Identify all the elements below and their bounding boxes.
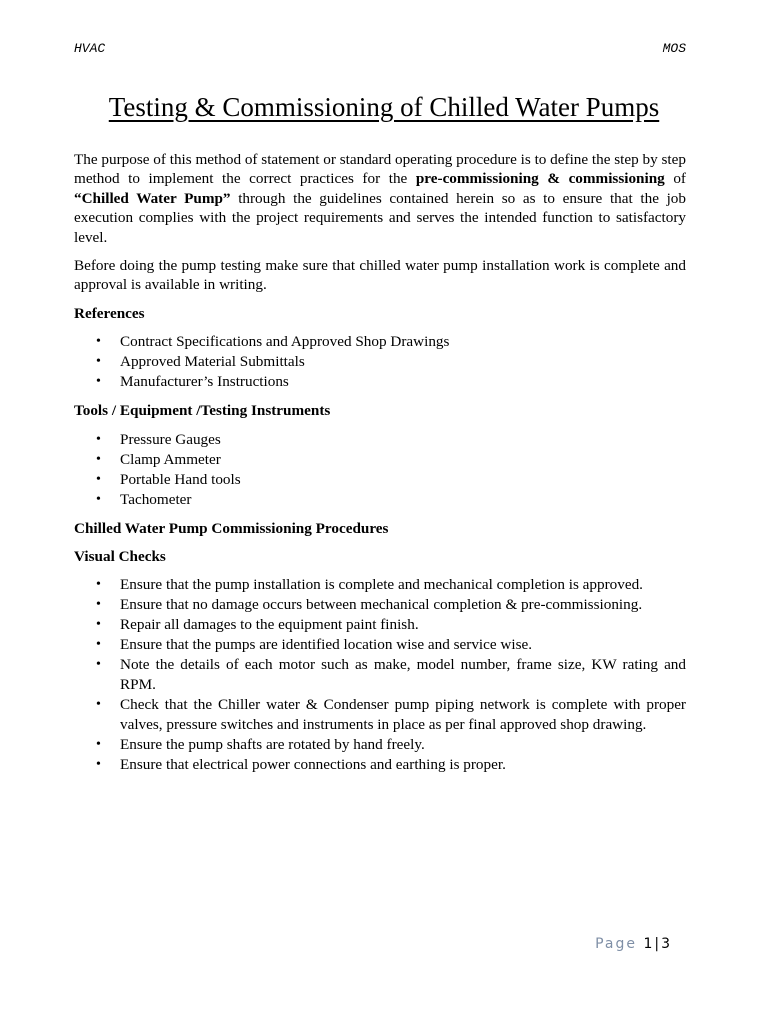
- bullet-icon: •: [96, 334, 101, 350]
- footer-current-page: 1: [643, 936, 653, 952]
- footer-page-label: Page: [595, 936, 637, 952]
- list-item: [74, 615, 686, 635]
- intro-paragraph: [74, 150, 686, 247]
- list-item: [74, 450, 686, 470]
- header-left: HVAC: [74, 41, 106, 56]
- tools-list: [74, 430, 686, 510]
- visual-checks-list: [74, 575, 686, 775]
- list-item: [74, 755, 686, 775]
- list-item-text: Ensure that the pump installation is complete and mechanical completion is approved.: [120, 576, 643, 594]
- bullet-icon: •: [96, 597, 101, 613]
- list-item: [74, 430, 686, 450]
- bullet-icon: •: [96, 431, 101, 447]
- page-title: Testing & Commissioning of Chilled Water Pumps: [108, 92, 660, 122]
- list-item: [74, 655, 686, 695]
- list-item-text: Contract Specifications and Approved Shop Drawings: [120, 333, 450, 351]
- bullet-icon: •: [96, 657, 101, 673]
- bullet-icon: •: [96, 697, 101, 713]
- references-heading: References: [74, 304, 145, 322]
- page-footer: [595, 936, 670, 952]
- list-item: [74, 470, 686, 490]
- bullet-icon: •: [96, 451, 101, 467]
- list-item: [74, 372, 686, 392]
- list-item-text: Portable Hand tools: [120, 470, 241, 488]
- intro-text-2: of: [664, 170, 686, 188]
- intro-bold-1: pre-commissioning & commissioning: [415, 170, 665, 188]
- visual-checks-heading: Visual Checks: [74, 548, 166, 566]
- list-item-text: Repair all damages to the equipment paint finish.: [120, 616, 419, 634]
- list-item: [74, 490, 686, 510]
- list-item-text: Pressure Gauges: [120, 430, 221, 448]
- bullet-icon: •: [96, 637, 101, 653]
- list-item-text: Ensure that electrical power connections and earthing is proper.: [120, 756, 506, 774]
- bullet-icon: •: [96, 757, 101, 773]
- tools-heading: Tools / Equipment /Testing Instruments: [74, 402, 331, 420]
- list-item: [74, 635, 686, 655]
- intro-bold-2: “Chilled Water Pump”: [74, 189, 231, 207]
- list-item-text: Ensure the pump shafts are rotated by hand freely.: [120, 736, 425, 754]
- list-item-text: Ensure that no damage occurs between mechanical completion & pre-commissioning.: [120, 596, 643, 614]
- footer-separator: |: [654, 936, 660, 952]
- list-item: [74, 595, 686, 615]
- list-item-text: Tachometer: [120, 490, 192, 508]
- footer-total-pages: 3: [661, 936, 670, 952]
- bullet-icon: •: [96, 491, 101, 507]
- procedures-heading: Chilled Water Pump Commissioning Procedures: [74, 519, 389, 537]
- bullet-icon: •: [96, 471, 101, 487]
- list-item: [74, 332, 686, 352]
- intro-text-3: through the guidelines contained herein so as to ensure that the job execution complies with the project requirements and serves the intended function to satisfactory level.: [74, 189, 686, 246]
- list-item-text: Ensure that the pumps are identified location wise and service wise.: [120, 636, 533, 654]
- references-list: [74, 332, 686, 392]
- bullet-icon: •: [96, 737, 101, 753]
- list-item-text: Clamp Ammeter: [120, 450, 221, 468]
- list-item: [74, 575, 686, 595]
- list-item-text: Note the details of each motor such as make, model number, frame size, KW rating and RPM.: [120, 656, 686, 694]
- list-item: [74, 352, 686, 372]
- bullet-icon: •: [96, 374, 101, 390]
- intro-text-1: The purpose of this method of statement or standard operating procedure is to define the step by step method to implement the correct practices for the: [74, 151, 686, 188]
- header-right: MOS: [662, 41, 686, 56]
- before-paragraph: Before doing the pump testing make sure that chilled water pump installation work is complete and approval is available in writing.: [74, 257, 686, 294]
- bullet-icon: •: [96, 354, 101, 370]
- bullet-icon: •: [96, 617, 101, 633]
- document-body: [74, 150, 686, 784]
- list-item: [74, 695, 686, 735]
- list-item-text: Approved Material Submittals: [120, 353, 305, 371]
- list-item-text: Check that the Chiller water & Condenser pump piping network is complete with proper valves, pressure switches and instruments in place as per final approved shop drawing.: [120, 696, 686, 734]
- list-item: [74, 735, 686, 755]
- list-item-text: Manufacturer’s Instructions: [120, 373, 289, 391]
- bullet-icon: •: [96, 577, 101, 593]
